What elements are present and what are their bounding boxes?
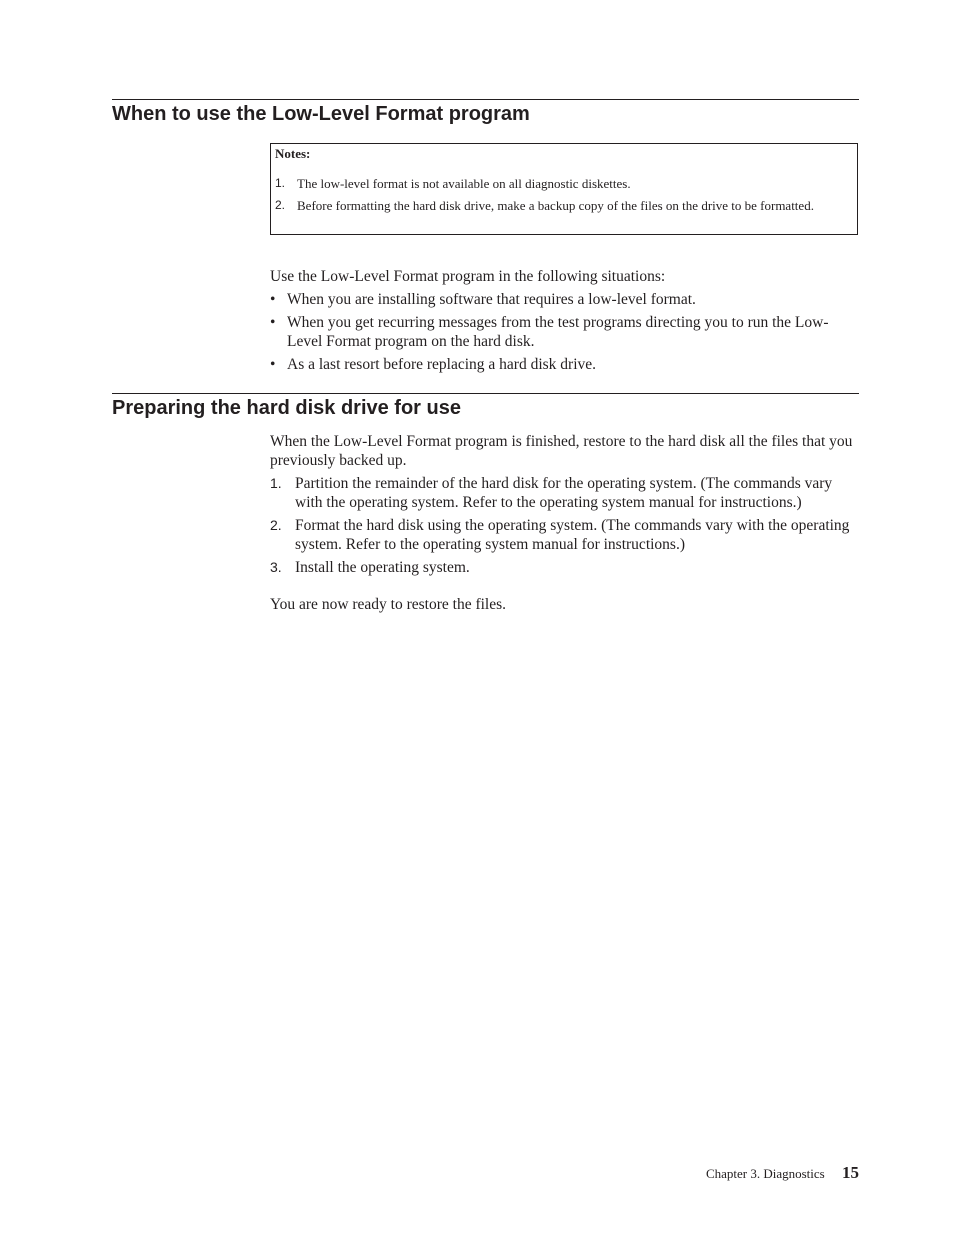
chapter-label: Chapter 3. Diagnostics — [705, 1166, 825, 1181]
note-text: The low-level format is not available on all diagnostic diskettes. — [297, 176, 631, 191]
page-footer — [706, 1163, 859, 1184]
section-low-level-format — [112, 99, 859, 126]
section-divider — [112, 393, 859, 394]
step-number: 2. — [270, 517, 282, 533]
bullet-item — [270, 355, 858, 374]
step-item — [270, 474, 858, 512]
step-text: Format the hard disk using the operating system. (The commands vary with the operating system. Refer to the operating system manual for instructions.) — [295, 517, 850, 553]
page-number: 15 — [842, 1163, 859, 1182]
section-divider — [112, 99, 859, 100]
section2-body — [270, 432, 858, 614]
bullet-text: As a last resort before replacing a hard disk drive. — [287, 356, 597, 373]
bullet-marker: • — [270, 291, 276, 308]
bullet-item — [270, 313, 858, 351]
step-text: Install the operating system. — [295, 559, 470, 576]
note-number: 1. — [275, 176, 286, 190]
bullet-marker: • — [270, 356, 276, 373]
closing-paragraph: You are now ready to restore the files. — [270, 596, 507, 613]
step-number: 3. — [270, 559, 282, 575]
section-heading: When to use the Low-Level Format program — [112, 103, 530, 125]
step-number: 1. — [270, 475, 282, 491]
bullet-item — [270, 290, 858, 309]
note-item — [275, 197, 847, 214]
note-item — [275, 175, 847, 192]
bullet-text: When you are installing software that requires a low-level format. — [287, 291, 696, 308]
section-heading: Preparing the hard disk drive for use — [112, 397, 461, 419]
section-preparing-disk — [112, 393, 859, 420]
section1-body — [270, 267, 858, 374]
note-text: Before formatting the hard disk drive, make a backup copy of the files on the drive to be formatted. — [297, 198, 814, 213]
step-item — [270, 558, 858, 577]
bullet-marker: • — [270, 314, 276, 331]
bullet-text: When you get recurring messages from the test programs directing you to run the Low-Level Format program on the hard disk. — [287, 314, 829, 350]
step-text: Partition the remainder of the hard disk for the operating system. (The commands vary with the operating system. Refer to the operating system manual for instructions.) — [295, 475, 833, 511]
intro-paragraph: Use the Low-Level Format program in the following situations: — [270, 268, 666, 285]
note-number: 2. — [275, 198, 286, 212]
notes-box — [270, 143, 858, 235]
step-item — [270, 516, 858, 554]
notes-title: Notes: — [275, 146, 311, 161]
intro-paragraph: When the Low-Level Format program is finished, restore to the hard disk all the files that you previously backed up. — [270, 433, 853, 469]
